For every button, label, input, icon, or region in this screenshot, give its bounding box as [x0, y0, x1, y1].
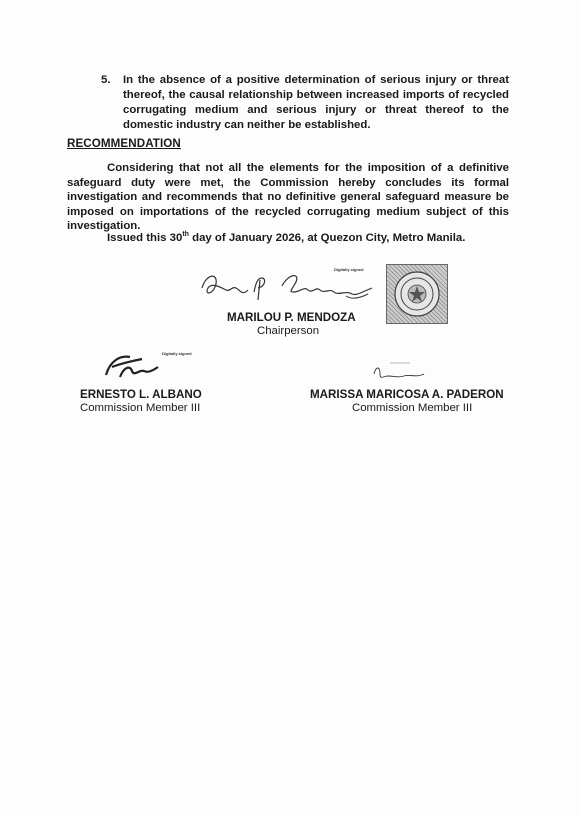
member-right-name: MARISSA MARICOSA A. PADERON: [310, 388, 504, 401]
chair-title: Chairperson: [257, 325, 320, 337]
member-right-title: Commission Member III: [352, 402, 473, 414]
chair-name: MARILOU P. MENDOZA: [227, 311, 356, 324]
recommendation-heading: RECOMMENDATION: [67, 137, 181, 150]
finding-item-5: [101, 73, 509, 133]
member-left-title: Commission Member III: [80, 402, 201, 414]
issuance-ordinal: th: [182, 231, 189, 239]
member-left-digital-mark: Digitally signed: [162, 351, 192, 356]
issuance-line: [107, 232, 465, 244]
issuance-suffix: day of January 2026, at Quezon City, Metro Manila.: [188, 232, 466, 244]
member-left-name: ERNESTO L. ALBANO: [80, 388, 202, 401]
commission-seal: [386, 264, 448, 324]
recommendation-paragraph: Considering that not all the elements for the imposition of a definitive safeguard duty were met, the Commission hereby concludes its formal investigation and recommends that no definitive general safeguard measure be imposed on importations of the recycled corrugating medium subject of this investigation.: [67, 162, 509, 233]
finding-text: In the absence of a positive determination of serious injury or threat thereof, the causal relationship between increased imports of recycled corrugating medium and serious injury or threat thereof to the domestic industry can neither be established.: [123, 74, 509, 131]
member-right-signature: [368, 360, 432, 384]
finding-number: 5.: [101, 74, 111, 86]
issuance-prefix: Issued this 30: [107, 232, 183, 244]
chair-digital-mark: Digitally signed: [334, 267, 364, 272]
chair-signature: [196, 266, 382, 306]
member-left-signature: [102, 349, 162, 383]
